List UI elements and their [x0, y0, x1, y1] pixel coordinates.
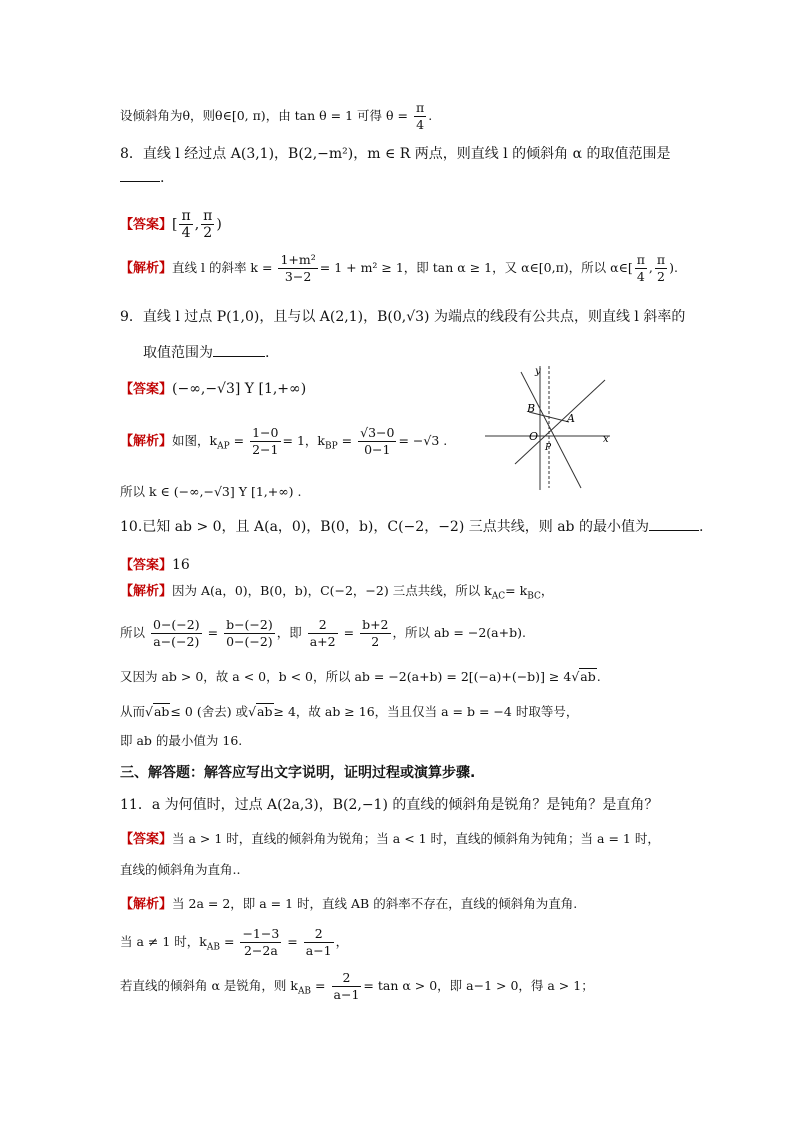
analysis-10-line3: 又因为 ab > 0，故 a < 0，b < 0，所以 ab = −2(a+b) = 2[(−a)+(−b)] ≥ 4√ab. [120, 669, 601, 684]
text-fragment: 当 2a = 2，即 a = 1 时，直线 AB 的斜率不存在，直线的倾斜角为直角. [172, 896, 578, 911]
denominator: a+2 [309, 634, 336, 649]
question-text: 直线 l 经过点 A(3,1)，B(2,−m²)，m ∈ R 两点，则直线 l 的倾斜角 α 的取值范围是 [142, 146, 671, 162]
period: . [428, 108, 433, 123]
label-x: x [603, 434, 609, 445]
text-line-top [120, 100, 432, 133]
analysis-10-line4: 从而√ab≤ 0 (舍去) 或√ab≥ 4，故 ab ≥ 16，当且仅当 a = b = −4 时取等号， [120, 704, 579, 719]
line-ap [515, 380, 605, 464]
question-text: 9．直线 l 过点 P(1,0)，且与以 A(2,1)，B(0,√3) 为端点的线段有公共点，则直线 l 斜率的 [120, 309, 686, 325]
period: . [596, 669, 601, 684]
equals: = [341, 433, 353, 448]
denominator: 2 [203, 225, 213, 241]
fraction [151, 617, 202, 650]
label-y: y [535, 366, 541, 377]
text-fragment: 当 a ≠ 1 时，k [120, 934, 207, 949]
numerator: 0−(−2) [153, 617, 200, 632]
question-11 [120, 794, 658, 814]
denominator: 2−2a [243, 943, 278, 958]
separator: , [648, 260, 653, 275]
comma: ， [335, 934, 349, 949]
fraction [358, 425, 396, 458]
numerator: 1+m² [280, 252, 316, 267]
denominator: 4 [636, 269, 645, 284]
text-fragment: 又因为 ab > 0，故 a < 0，b < 0，所以 ab = −2(a+b) = 2[(−a)+(−b)] ≥ 4 [120, 669, 572, 684]
denominator: a−1 [333, 987, 360, 1002]
numerator: √3−0 [360, 425, 395, 440]
text-fragment: 因为 A(a，0)，B(0，b)，C(−2，−2) 三点共线，所以 k [172, 583, 492, 598]
answer-11 [120, 828, 660, 847]
bracket: ). [669, 260, 678, 275]
text-fragment: = k [505, 583, 528, 598]
text-fragment: ≤ 0 (舍去) 或 [170, 704, 249, 719]
analysis-tag: 【解析】 [120, 584, 173, 599]
text-fragment: ， [540, 583, 554, 598]
question-8 [120, 143, 671, 163]
analysis-tag: 【解析】 [120, 434, 173, 449]
fraction [304, 926, 334, 959]
analysis-11-line3 [120, 970, 594, 1003]
fraction [201, 208, 214, 241]
fraction [414, 100, 426, 133]
question-9-line2 [143, 342, 269, 362]
analysis-10 [120, 580, 553, 602]
answer-tag: 【答案】 [120, 832, 173, 847]
numerator: 2 [332, 970, 362, 987]
answer-10 [120, 554, 190, 573]
sqrt-content: ab [580, 669, 596, 684]
label-p: P [545, 443, 552, 453]
text-fragment: 直线 l 的斜率 k = [172, 260, 273, 275]
subscript: AP [217, 441, 230, 452]
numerator: 2 [304, 926, 334, 943]
text-fragment: 从而 [120, 704, 146, 719]
text-fragment: 设倾斜角为 [120, 108, 183, 123]
numerator: −1−3 [242, 926, 280, 941]
fraction [635, 252, 647, 285]
text-fragment: ，即 [276, 625, 302, 640]
answer-blank [649, 530, 699, 531]
sqrt-content: ab [153, 704, 170, 719]
section-heading [120, 762, 475, 782]
equals: = [315, 978, 326, 993]
denominator: 4 [416, 117, 425, 132]
section-title: 三、解答题：解答应写出文字说明，证明过程或演算步骤. [120, 765, 476, 781]
coordinate-figure [485, 362, 615, 492]
equals: = [287, 934, 298, 949]
answer-blank [120, 181, 160, 182]
text-fragment: = 1，k [282, 433, 325, 448]
label-a: A [567, 412, 575, 425]
answer-blank [213, 356, 265, 357]
question-text: 取值范围为 [143, 345, 213, 361]
text-fragment: θ，则θ∈[0, π)，由 tan θ = 1 可得 θ = [182, 108, 408, 123]
text-fragment: = −√3 . [398, 433, 448, 448]
answer-tag: 【答案】 [120, 558, 173, 573]
denominator: 2 [371, 634, 380, 649]
answer-text: 直线的倾斜角为直角.. [120, 862, 241, 877]
denominator: 4 [181, 225, 191, 241]
answer-11-line2 [120, 860, 240, 878]
subscript: AB [206, 942, 220, 953]
fraction [250, 425, 280, 458]
question-8-blank-line [120, 170, 164, 186]
subscript: BC [527, 591, 541, 602]
equals: = [233, 433, 245, 448]
fraction [332, 970, 362, 1003]
denominator: 2−1 [252, 442, 279, 457]
denominator: a−1 [305, 943, 332, 958]
sqrt-content: ab [257, 704, 273, 719]
analysis-9-conclusion [120, 482, 301, 500]
text-fragment: 即 ab 的最小值为 16. [120, 733, 243, 748]
numerator: 1−0 [252, 425, 279, 440]
numerator: π [181, 208, 191, 224]
equals: = [207, 625, 219, 640]
answer-8 [120, 208, 222, 241]
text-fragment: = 1 + m² ≥ 1，即 tan α ≥ 1，又 α∈[0,π)，所以 α∈[ [319, 260, 633, 275]
question-number: 8． [120, 146, 143, 162]
fraction [655, 252, 667, 285]
label-o: O [529, 430, 539, 443]
numerator: 2 [308, 617, 338, 634]
numerator: π [636, 252, 645, 267]
answer-text: (−∞,−√3] Y [1,+∞) [172, 381, 307, 397]
fraction [278, 252, 317, 285]
period: . [698, 519, 704, 535]
text-fragment: = tan α > 0，即 a−1 > 0，得 a > 1； [363, 978, 594, 993]
text-fragment: ，所以 ab = −2(a+b). [392, 625, 526, 640]
analysis-10-line2 [120, 617, 526, 650]
text-fragment: 所以 [120, 625, 146, 640]
fraction [360, 617, 390, 650]
answer-tag: 【答案】 [120, 382, 173, 397]
subscript: BP [324, 441, 338, 452]
question-text: 11．a 为何值时，过点 A(2a,3)，B(2,−1) 的直线的倾斜角是锐角？是钝角？是直角？ [120, 797, 659, 813]
text-fragment: 如图，k [172, 433, 218, 448]
subscript: AC [491, 591, 506, 602]
numerator: π [656, 252, 666, 267]
answer-text: 16 [172, 557, 190, 573]
answer-9 [120, 378, 306, 397]
bracket: [ [172, 216, 178, 233]
period: . [160, 170, 165, 186]
analysis-9 [120, 425, 447, 458]
analysis-10-line5 [120, 731, 242, 749]
question-10 [120, 516, 703, 536]
bracket: ) [216, 216, 222, 233]
denominator: 3−2 [284, 269, 312, 284]
period: . [265, 345, 270, 361]
fraction [240, 926, 281, 959]
text-fragment: 所以 k ∈ (−∞,−√3] Y [1,+∞) . [120, 484, 302, 499]
fraction [224, 617, 275, 650]
numerator: π [415, 100, 425, 115]
numerator: b−(−2) [226, 617, 273, 632]
analysis-8 [120, 252, 678, 285]
numerator: π [203, 208, 213, 224]
analysis-tag: 【解析】 [120, 897, 173, 912]
fraction [308, 617, 338, 650]
denominator: 0−(−2) [226, 634, 273, 649]
answer-tag: 【答案】 [120, 217, 173, 233]
equals: = [223, 934, 235, 949]
analysis-11 [120, 893, 577, 912]
subscript: AB [297, 986, 312, 997]
denominator: 2 [657, 269, 665, 284]
fraction [179, 208, 192, 241]
label-b: B [527, 402, 536, 415]
question-9 [120, 306, 685, 326]
analysis-tag: 【解析】 [120, 261, 173, 276]
separator: , [194, 216, 200, 233]
numerator: b+2 [362, 617, 389, 632]
text-fragment: 若直线的倾斜角 α 是锐角，则 k [120, 978, 298, 993]
equals: = [343, 625, 355, 640]
denominator: a−(−2) [153, 634, 200, 649]
answer-text: 当 a > 1 时，直线的倾斜角为锐角；当 a < 1 时，直线的倾斜角为钝角；当 a = 1 时， [172, 831, 660, 846]
text-fragment: ≥ 4，故 ab ≥ 16，当且仅当 a = b = −4 时取等号， [273, 704, 579, 719]
analysis-11-line2 [120, 926, 348, 959]
question-text: 10.已知 ab > 0，且 A(a，0)，B(0，b)，C(−2，−2) 三点共线，则 ab 的最小值为 [120, 519, 649, 535]
denominator: 0−1 [364, 442, 391, 457]
